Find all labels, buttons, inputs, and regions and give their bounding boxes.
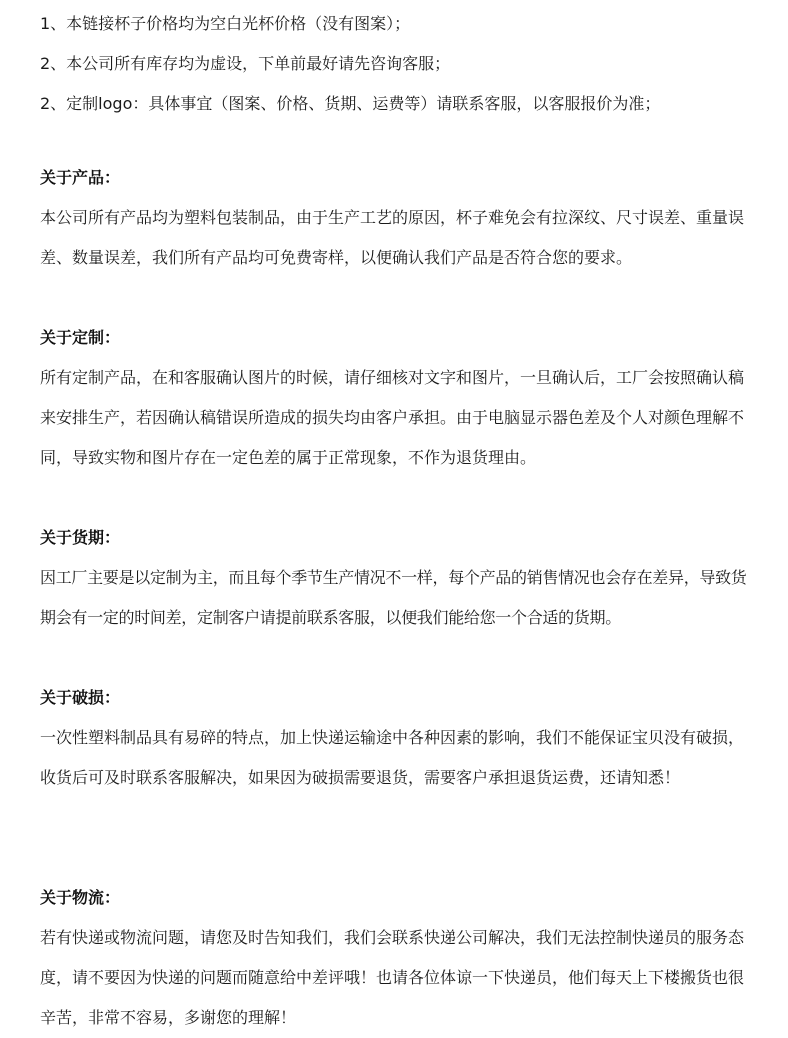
section-delivery-time <box>40 518 760 638</box>
section-body: 所有定制产品，在和客服确认图片的时候，请仔细核对文字和图片，一旦确认后，工厂会按照确认稿来安排生产，若因确认稿错误所造成的损失均由客户承担。由于电脑显示器色差及个人对颜色理解不同，导致实物和图片存在一定色差的属于正常现象，不作为退货理由。 <box>40 368 745 467</box>
section-body: 若有快递或物流问题，请您及时告知我们，我们会联系快递公司解决，我们无法控制快递员的服务态度，请不要因为快递的问题而随意给中差评哦！也请各位体谅一下快递员，他们每天上下楼搬货也很辛苦，非常不容易，多谢您的理解！ <box>40 928 745 1027</box>
section-body: 本公司所有产品均为塑料包装制品，由于生产工艺的原因，杯子难免会有拉深纹、尺寸误差、重量误差、数量误差，我们所有产品均可免费寄样，以便确认我们产品是否符合您的要求。 <box>40 208 745 267</box>
note-item: 1、本链接杯子价格均为空白光杯价格（没有图案）； <box>40 14 411 33</box>
section-logistics <box>40 878 760 1038</box>
section-body: 因工厂主要是以定制为主，而且每个季节生产情况不一样，每个产品的销售情况也会存在差异，导致货期会有一定的时间差，定制客户请提前联系客服，以便我们能给您一个合适的货期。 <box>40 568 747 627</box>
section-damage <box>40 678 760 798</box>
note-item: 2、本公司所有库存均为虚设，下单前最好请先咨询客服； <box>40 54 451 73</box>
section-heading: 关于产品： <box>40 168 121 187</box>
note-item: 2、定制logo：具体事宜（图案、价格、货期、运费等）请联系客服，以客服报价为准； <box>40 94 661 113</box>
notes-list <box>40 4 760 124</box>
section-customization <box>40 318 760 478</box>
section-heading: 关于物流： <box>40 888 121 907</box>
section-heading: 关于定制： <box>40 328 121 347</box>
section-product <box>40 158 760 278</box>
section-heading: 关于破损： <box>40 688 121 707</box>
section-body: 一次性塑料制品具有易碎的特点，加上快递运输途中各种因素的影响，我们不能保证宝贝没有破损，收货后可及时联系客服解决，如果因为破损需要退货，需要客户承担退货运费，还请知悉！ <box>40 728 745 787</box>
section-heading: 关于货期： <box>40 528 121 547</box>
